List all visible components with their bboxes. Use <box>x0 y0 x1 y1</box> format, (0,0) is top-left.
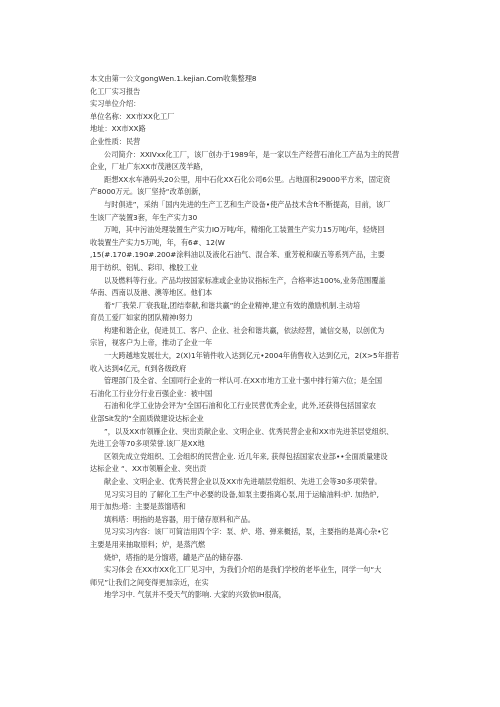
body-text-line: 企业，厂址广东XX市茂港区茂羊路， <box>90 162 208 172</box>
body-text-line: 距想XX水车港码头20公里，用中石化XX石化公司6公里。占地面积29000平方米，固定资 <box>104 174 391 184</box>
body-text-line: 业部Sit发的“全面质做建设达标企业 <box>90 414 204 424</box>
body-text-line: 一大跨越地发展壮大，2(X)1年销件收入达到亿元•2004年俏售收入达到亿元，2(X>5年措若 <box>104 351 400 361</box>
body-text-line: 构建和谐企业，促进员工、客户、企业、社会和谐共赢，依法经营，诚信交易，以创优为 <box>104 325 385 335</box>
enterprise-type: 企业性质：民营 <box>90 136 141 146</box>
source-line: 本文由第一公文gongWen.1.kejian.Com收集整理8 <box>90 74 257 83</box>
body-text-line: 先进工会等70多项荣誉.该厂是XX地 <box>90 439 205 449</box>
body-text-line: ”，以及XX市领雁企业、突出贡献企业、文明企业、优秀民营企业和XX市先进茶层党组织、 <box>104 426 394 436</box>
body-text-line: 育员工爱厂如家的团队精神I努力 <box>90 313 193 323</box>
body-text-line: 管理部门及全省、全国同行企业的一样认可.在XX市地方工业十强中排行第六位；是全国 <box>104 376 383 386</box>
body-text-line: 公司简介：XXIVxx化工厂，该厂创办于1989年，是一家以生产经营石油化工产品为主的民营 <box>104 149 400 159</box>
body-text-line: 地学习中. 气氛并不受天气的影响. 大家的兴致依IH很高， <box>104 590 286 600</box>
body-text-line: 生该厂产装置3套，年生产实力30 <box>90 212 198 222</box>
body-text-line: 见习实习目的 了解化工生产中必要的设备,如泵主要指离心泵,用于运输油料:炉. 加热炉, <box>104 489 379 499</box>
body-text-line: 宗旨，视客户为上帝，推动了企业一年 <box>90 338 213 348</box>
body-text-line: ,15(#.170#.190#.200#涂料油以及液化石油气、混合苯、重芳税和碳五等系列产品，主要 <box>90 250 385 260</box>
document-body <box>90 73 412 602</box>
body-text-line: 主要是用来抽取原料；炉，是蒸汽燃 <box>90 539 206 549</box>
body-text-line: 实习体会 在XX市XX化工厂见习中，为我们介绍的是我们学校的老毕业生，同学一句“大 <box>104 565 382 575</box>
body-text-line: 着“厂我荣.厂衰我耻,团结奉献,和谐共赢”的企业精神,建立有效的激励机制.主动培 <box>104 300 361 310</box>
report-title: 化工厂实习报告 <box>90 86 141 96</box>
body-text-line: 达标企业 “、XX市领雁企业、突出贡 <box>90 464 207 474</box>
body-text-line: 献企业、文明企业、优秀民营企业以及XX市先进端层党组织、先进工会等30多项荣誉。 <box>104 477 382 486</box>
body-text-line: 以及燃料等行业。产品均按国家标准或企业协议指标生产，合格率达100%,业务范围覆盖 <box>104 275 386 285</box>
body-text-line: 收入达到4亿元，f(到各级政府 <box>90 363 187 373</box>
body-text-line: 万吨，其中污油处理装置生产实力IO万吨/年，精细化工装置生产实力15万吨/年，轻烧回 <box>104 225 385 235</box>
body-text-line: 烧炉，塔指的是分馏塔，罐是产品的储存器. <box>104 552 243 562</box>
body-text-line: 见习实习内容：该厂可简洁用四个字：泵、炉、塔、弹来概括，泵，主要指的是离心杂•它 <box>104 527 389 537</box>
body-text-line: 师兄”让我们之间变得更加亲近，在实 <box>90 577 209 587</box>
body-text-line: 用于纺织、铝轧、彩印、橡胶工业 <box>90 262 198 272</box>
body-text-line: 石油和化学工业协会评为“全国石油和化工行业民营优秀企业，此外,还获得包括国家农 <box>104 401 376 411</box>
section-heading: 实习单位介绍： <box>90 99 141 109</box>
body-text-line: 产8000万元。该厂坚持“改革创新， <box>90 187 206 197</box>
body-text-line: 石油化工行业分行业百强企业：被中国 <box>90 388 213 398</box>
body-text-line: 与时俱进”，采纳「国内先进的生产工艺和生产设备•使产品技术含ft不断提高，目前，该厂 <box>104 199 391 209</box>
body-text-line: 华南、西南以及港、澳等地区。他们本 <box>90 288 213 298</box>
unit-name: 单位名称：XX市XX化工厂 <box>90 111 175 121</box>
body-text-line: 收装置生产实力5万吨，年，有6#、12(W <box>90 237 225 247</box>
unit-address: 地址：XX市XX路 <box>90 124 146 134</box>
body-text-line: 用于加热:塔：主要是蒸馏塔和 <box>90 502 186 512</box>
body-text-line: 填料塔：明指的是容器，用于储存原料和产品。 <box>104 514 255 524</box>
body-text-line: 区领先成立党组织、工会组织的民营企业. 近几年来, 获得包括国家农业部••全面质量建设 <box>104 451 388 461</box>
